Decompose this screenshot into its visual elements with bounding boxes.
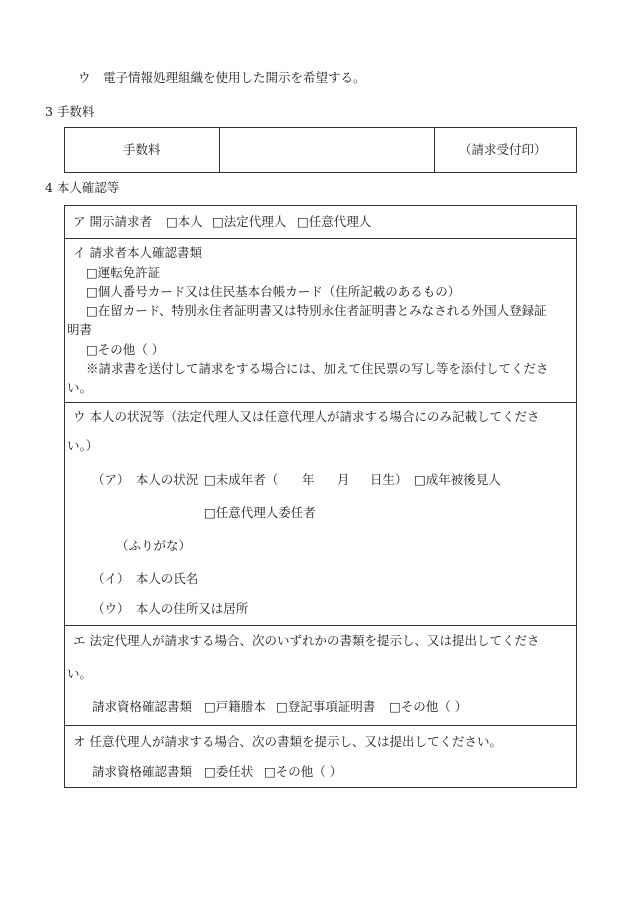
principal-status-title-cont: い。）: [67, 438, 99, 453]
fee-table-divider: [219, 127, 220, 173]
requester-voluntary-agent-checkbox[interactable]: □任意代理人: [297, 214, 372, 229]
voluntary-ward-checkbox[interactable]: □任意代理人委任者: [204, 505, 316, 520]
other-id-checkbox[interactable]: □その他（ ）: [86, 342, 165, 357]
principal-name-label: （イ） 本人の氏名: [92, 571, 199, 586]
fee-label: 手数料: [123, 142, 161, 157]
legal-agent-docs-label: 請求資格確認書類: [92, 699, 193, 714]
requester-legal-agent-checkbox[interactable]: □法定代理人: [212, 214, 287, 229]
row-divider: [64, 725, 577, 726]
adult-ward-checkbox[interactable]: □成年被後見人: [414, 472, 501, 487]
legal-agent-docs-title: エ 法定代理人が請求する場合、次のいずれかの書類を提示し、又は提出してくださ: [73, 633, 540, 648]
row-divider: [64, 238, 577, 239]
requester-type-label: ア 開示請求者: [73, 214, 152, 229]
legal-agent-other-checkbox[interactable]: □その他（ ）: [389, 699, 468, 714]
electronic-disclosure-option[interactable]: ウ 電子情報処理組織を使用した開示を希望する。: [78, 70, 366, 85]
row-divider: [64, 625, 577, 626]
voluntary-agent-docs-title: オ 任意代理人が請求する場合、次の書類を提示し、又は提出してください。: [73, 734, 502, 749]
fee-section-heading: 3 手数料: [45, 104, 95, 119]
minor-checkbox[interactable]: □未成年者（: [204, 472, 279, 487]
birth-day-label: 日生）: [370, 472, 408, 487]
row-divider: [64, 402, 577, 403]
request-stamp-label: （請求受付印）: [459, 142, 547, 157]
furigana-label: （ふりがな）: [116, 538, 192, 553]
family-register-checkbox[interactable]: □戸籍謄本: [204, 699, 266, 714]
legal-agent-docs-title-cont: い。: [67, 666, 93, 681]
drivers-license-checkbox[interactable]: □運転免許証: [86, 265, 161, 280]
residence-card-checkbox[interactable]: □在留カード、特別永住者証明書又は特別永住者証明書とみなされる外国人登録証: [86, 303, 547, 318]
mynumber-card-checkbox[interactable]: □個人番号カード又は住民基本台帳カード（住所記載のあるもの）: [86, 284, 461, 299]
residence-card-cont: 明書: [67, 322, 93, 337]
fee-table-divider: [434, 127, 435, 173]
principal-status-title: ウ 本人の状況等（法定代理人又は任意代理人が請求する場合にのみ記載してくださ: [73, 409, 540, 424]
principal-address-label: （ウ） 本人の住所又は居所: [92, 601, 249, 616]
registry-certificate-checkbox[interactable]: □登記事項証明書: [276, 699, 376, 714]
mail-request-note-cont: い。: [67, 380, 93, 395]
id-docs-title: イ 請求者本人確認書類: [73, 245, 202, 260]
birth-month-label: 月: [337, 472, 350, 487]
mail-request-note: ※請求書を送付して請求をする場合には、加えて住民票の写し等を添付してくださ: [86, 361, 549, 376]
voluntary-agent-docs-label: 請求資格確認書類: [92, 764, 193, 779]
requester-self-checkbox[interactable]: □本人: [166, 214, 203, 229]
birth-year-label: 年: [302, 472, 315, 487]
power-of-attorney-checkbox[interactable]: □委任状: [204, 764, 254, 779]
principal-status-label: （ア） 本人の状況: [92, 472, 199, 487]
identity-section-heading: 4 本人確認等: [45, 180, 120, 195]
voluntary-agent-other-checkbox[interactable]: □その他（ ）: [264, 764, 343, 779]
